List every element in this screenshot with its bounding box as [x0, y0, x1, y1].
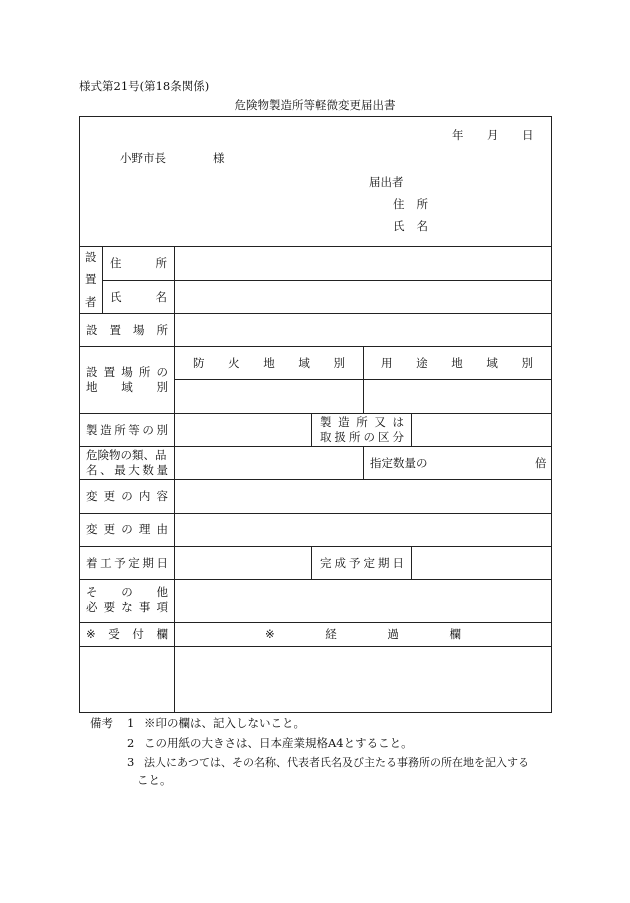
fire-zone-header: 防 火 地 域 別	[193, 356, 345, 370]
zone-label-line2: 地 域 別	[86, 380, 168, 394]
facility-class-label-line2: 取 扱 所 の 区 分	[320, 430, 404, 444]
note-2-text: この用紙の大きさは、日本産業規格A4とすること。	[144, 736, 413, 750]
notifier-name-label: 氏 名	[393, 219, 428, 233]
note-2-number: 2	[127, 736, 135, 750]
note-3-number: 3	[127, 755, 135, 769]
installer-address-label: 住 所	[110, 256, 167, 270]
other-label-line1: そ の 他	[86, 585, 168, 599]
date-day-label: 日	[522, 128, 534, 142]
use-zone-header: 用 途 地 域 別	[381, 356, 533, 370]
installer-name-label: 氏 名	[110, 290, 167, 304]
hazmat-label-line2: 名 、 最 大 数 量	[86, 463, 168, 477]
notifier-label: 届出者	[369, 175, 404, 189]
note-1-number: 1	[127, 716, 135, 730]
facility-class-label-line1: 製 造 所 又 は	[320, 415, 404, 429]
facility-type-label: 製 造 所 等 の 別	[86, 423, 168, 437]
change-content-label: 変 更 の 内 容	[86, 489, 168, 503]
finish-date-label: 完 成 予 定 期 日	[320, 556, 404, 570]
zone-label-line1: 設 置 場 所 の	[86, 365, 168, 379]
hazmat-label-line1: 危険物の類、品	[86, 448, 167, 462]
note-3-text-continued: こと。	[137, 773, 172, 787]
form-id: 様式第21号(第18条関係)	[79, 79, 210, 93]
reception-label: ※ 受 付 欄	[86, 627, 168, 641]
designated-qty-label: 指定数量の	[370, 456, 428, 470]
date-year-label: 年	[452, 128, 464, 142]
other-label-line2: 必 要 な 事 項	[86, 600, 168, 614]
honorific: 様	[213, 151, 225, 165]
location-label: 設 置 場 所	[86, 323, 168, 337]
addressee: 小野市長	[120, 151, 166, 165]
start-date-label: 着 工 予 定 期 日	[86, 556, 168, 570]
times-label: 倍	[535, 456, 547, 470]
note-3-text: 法人にあつては、その名称、代表者氏名及び主たる事務所の所在地を記入する	[144, 756, 529, 769]
notes-label: 備考	[90, 716, 113, 730]
progress-label: ※ 経 過 欄	[265, 627, 461, 641]
change-reason-label: 変 更 の 理 由	[86, 522, 168, 536]
form-title: 危険物製造所等軽微変更届出書	[234, 98, 396, 112]
installer-label: 設 置 者	[85, 250, 97, 309]
date-month-label: 月	[487, 128, 499, 142]
notifier-address-label: 住 所	[393, 197, 428, 211]
note-1-text: ※印の欄は、記入しないこと。	[144, 716, 305, 730]
